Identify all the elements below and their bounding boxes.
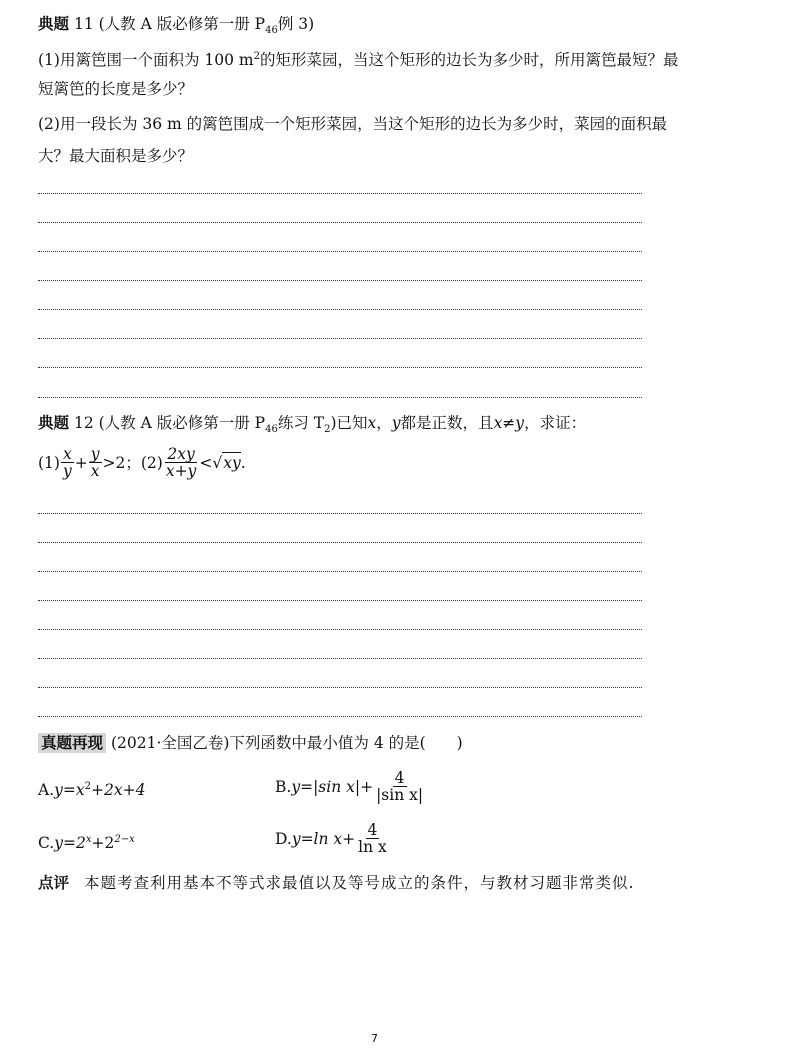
answer-line — [38, 513, 642, 514]
page-number: 7 — [371, 1032, 378, 1045]
answer-line — [38, 542, 642, 543]
comment-text: 本题考查利用基本不等式求最值以及等号成立的条件，与教材习题非常类似. — [83, 874, 635, 892]
answer-line — [38, 397, 642, 398]
option-a[interactable]: $A.y=x^2+2x+4$ — [38, 781, 146, 800]
example-label: 典题 — [38, 414, 70, 432]
fraction: $\frac{4}{\text{ln x}}$ — [358, 821, 387, 856]
example-11-question-1-cont: 短篱笆的长度是多少？ — [38, 80, 194, 98]
answer-line — [38, 222, 642, 223]
option-c[interactable]: $C.y=2^x+2^{2-x}$ — [38, 834, 135, 853]
real-exam-banner: 真题再现 — [38, 733, 106, 753]
answer-line — [38, 687, 642, 688]
fraction: $\frac{x}{y}$ — [62, 445, 72, 480]
sqrt-symbol: √ — [212, 453, 223, 472]
answer-line — [38, 716, 642, 717]
answer-line — [38, 280, 642, 281]
example-11-question-1: (1)用篱笆围一个面积为 100 $m^2$的矩形菜园，当这个矩形的边长为多少时，所用篱笆最短？最 — [38, 51, 679, 70]
example-12-header: 典题 12 (人教 A 版必修第一册 $P_{46}$练习 $T_2$)已知x，y都是正数，且x≠y，求证： — [38, 414, 587, 436]
fraction: $\frac{2xy}{x+y}$ — [165, 445, 197, 480]
answer-line — [38, 193, 642, 194]
example-source: (人教 A 版必修第一册 $P_{46}$例 3) — [98, 15, 315, 37]
example-number: 12 — [73, 414, 94, 432]
answer-line — [38, 571, 642, 572]
answer-line — [38, 367, 642, 368]
answer-line — [38, 600, 642, 601]
option-b[interactable]: B. y=|sin x|+ $\frac{4}{\text{|sin x|}}$ — [275, 769, 424, 804]
answer-line — [38, 338, 642, 339]
example-source: (人教 A 版必修第一册 $P_{46}$练习 $T_2$)已知 — [98, 414, 368, 436]
example-11-question-2: (2)用一段长为 36 m 的篱笆围成一个矩形菜园，当这个矩形的边长为多少时，菜园的面积最 — [38, 115, 668, 133]
example-12-parts: (1) $\frac{x}{y}$ + $\frac{y}{x}$ >2； (2) $\frac{2xy}{x+y}$ < √ xy . — [38, 445, 246, 480]
example-11-header — [38, 14, 314, 41]
answer-line — [38, 309, 642, 310]
answer-line — [38, 629, 642, 630]
example-label: 典题 — [38, 15, 70, 33]
fraction: $\frac{4}{\text{|sin x|}}$ — [376, 769, 424, 804]
example-11-question-2-cont: 大？最大面积是多少？ — [38, 147, 194, 165]
real-exam-stem: (2021·全国乙卷)下列函数中最小值为 4 的是( ) — [110, 734, 463, 752]
answer-line — [38, 251, 642, 252]
answer-line — [38, 658, 642, 659]
fraction: $\frac{y}{x}$ — [90, 445, 100, 480]
real-exam-question — [38, 733, 463, 753]
comment-label: 点评 — [38, 874, 70, 892]
option-d[interactable]: D. y=ln x+ $\frac{4}{\text{ln x}}$ — [275, 821, 387, 856]
example-number: 11 — [73, 15, 94, 33]
comment — [38, 873, 634, 893]
